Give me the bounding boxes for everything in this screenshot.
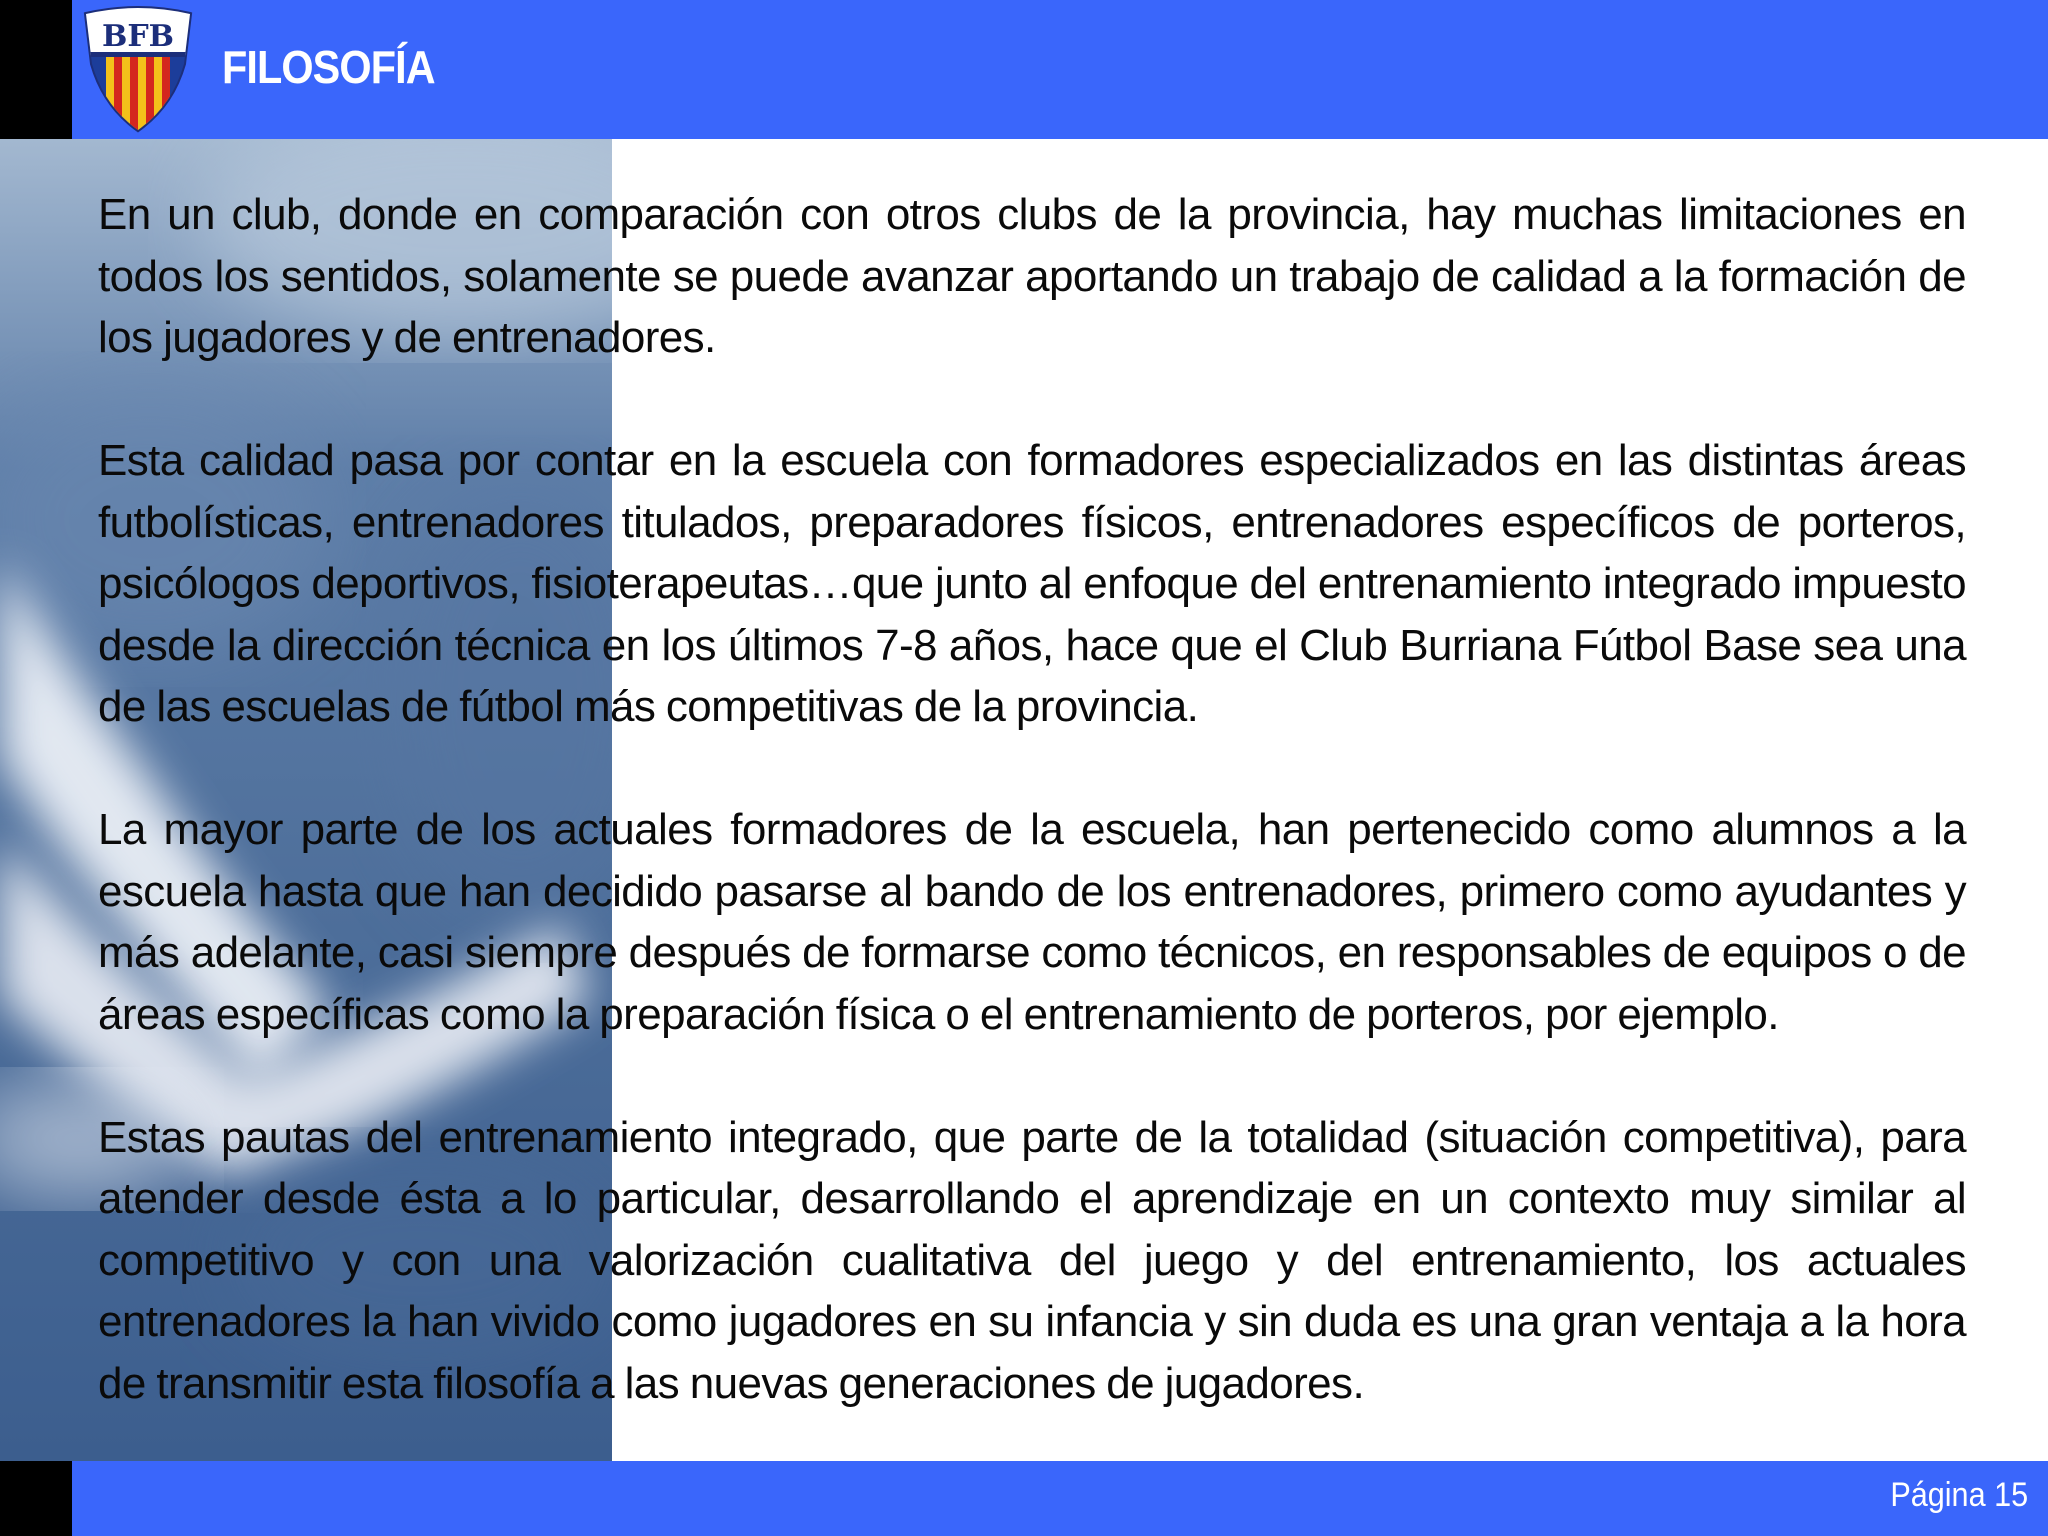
paragraph: En un club, donde en comparación con otros clubs de la provincia, hay muchas limitaciones en todos los sentidos, solamente se puede avanzar aportando un trabajo de calidad a la formación de los jugadores y de entrenadores. [98,190,1966,362]
page-title: FILOSOFÍA [222,41,435,93]
svg-text:BFB: BFB [101,19,175,54]
footer-bar [72,1461,2048,1536]
paragraph: Esta calidad pasa por contar en la escuela con formadores especializados en las distintas áreas futbolísticas, entrenadores titulados, preparadores físicos, entrenadores específicos de porteros, psicólogos deportivos, fisioterapeutas…que junto al enfoque del entrenamiento integrado impuesto desde la dirección técnica en los últimos 7-8 años, hace que el Club Burriana Fútbol Base sea una de las escuelas de fútbol más competitivas de la provincia. [98,436,1966,731]
club-crest-logo [76,6,200,134]
paragraph: La mayor parte de los actuales formadores de la escuela, han pertenecido como alumnos a la escuela hasta que han decidido pasarse al bando de los entrenadores, primero como ayudantes y más adelante, casi siempre después de formarse como técnicos, en responsables de equipos o de áreas específicas como la preparación física o el entrenamiento de porteros, por ejemplo. [98,805,1966,1039]
header-left-strip [0,0,72,139]
page-number: Página 15 [1890,1476,2028,1514]
paragraph: Estas pautas del entrenamiento integrado, que parte de la totalidad (situación competitiva), para atender desde ésta a lo particular, desarrollando el aprendizaje en un contexto muy similar al competitivo y con una valorización cualitativa del juego y del entrenamiento, los actuales entrenadores la han vivido como jugadores en su infancia y sin duda es una gran ventaja a la hora de transmitir esta filosofía a las nuevas generaciones de jugadores. [98,1112,1966,1408]
footer-left-strip [0,1461,72,1536]
body-text [98,184,1966,1414]
